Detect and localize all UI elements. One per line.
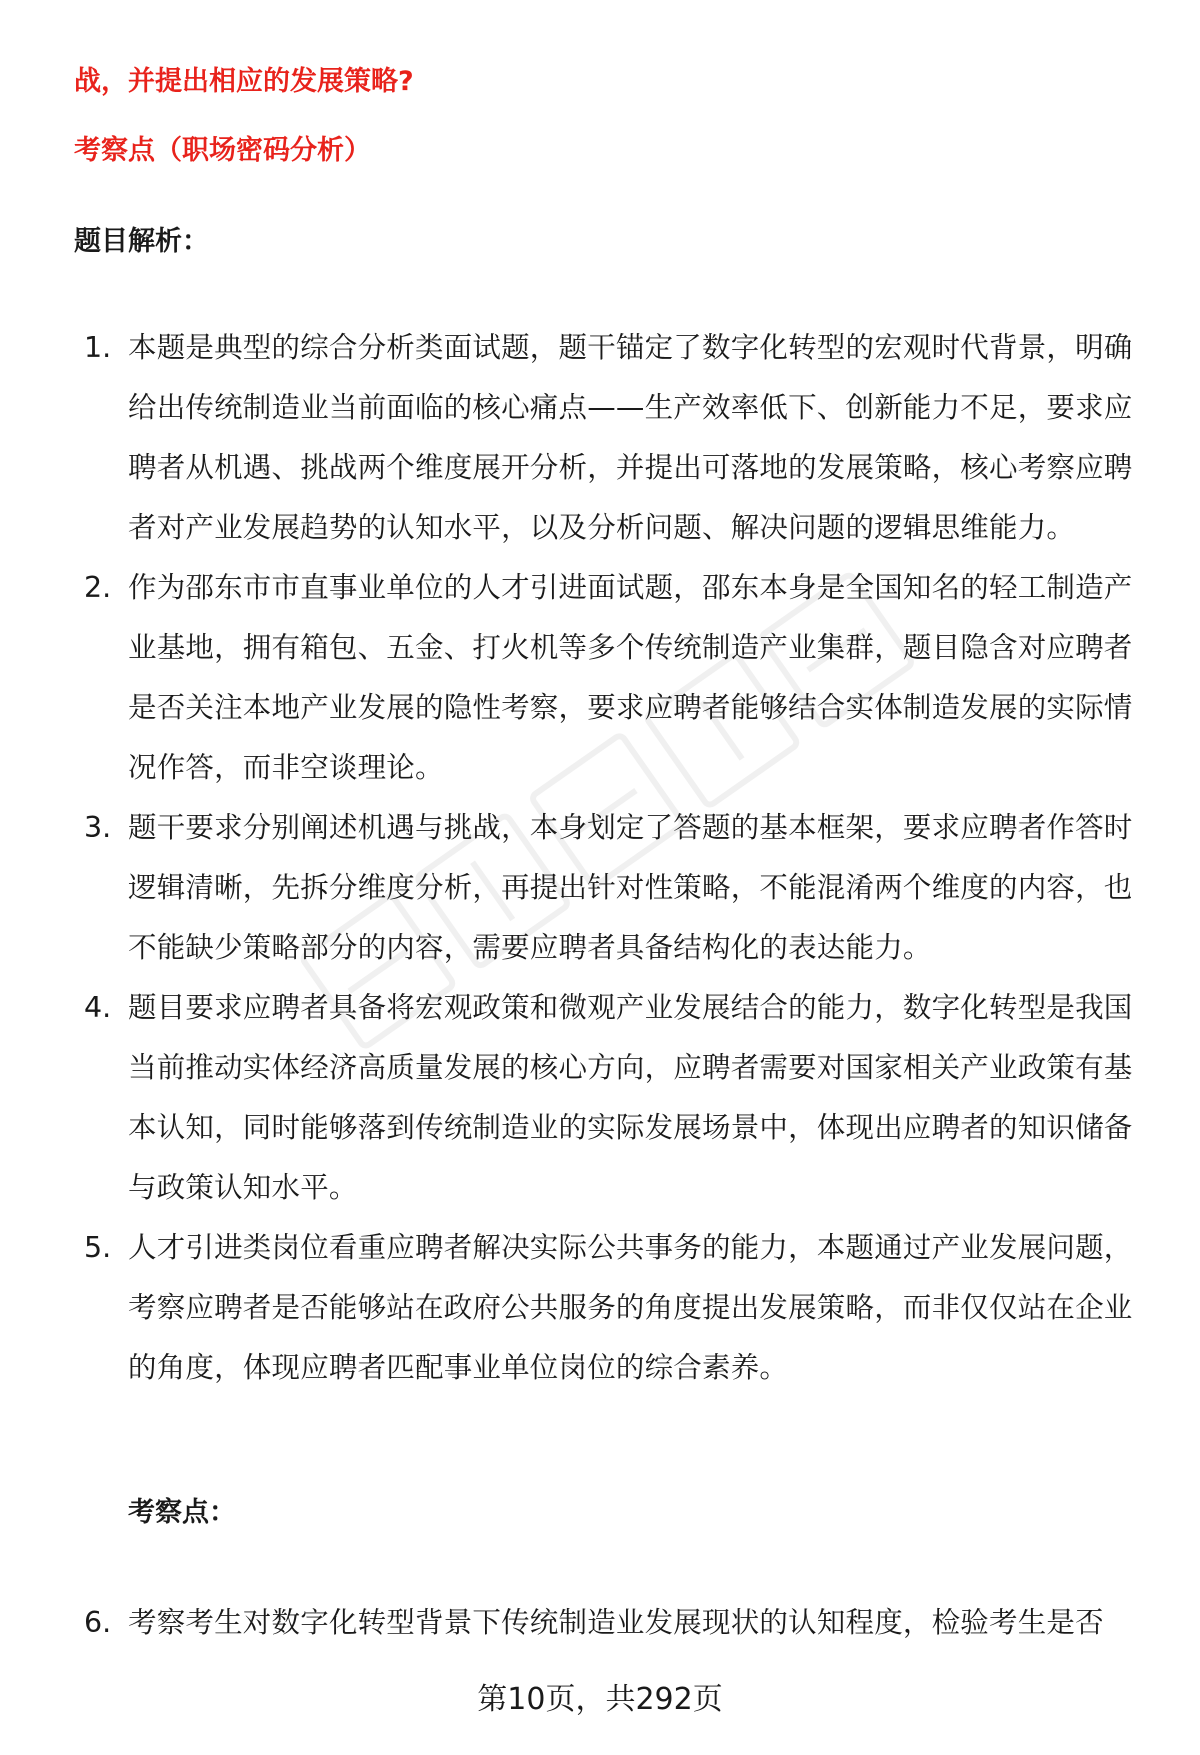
analysis-list (0, 318, 1200, 1398)
question-tail-text: 战，并提出相应的发展策略? (74, 66, 414, 97)
topic-heading: 考察点（职场密码分析） (74, 135, 371, 166)
points-list (0, 1593, 1200, 1653)
analysis-heading: 题目解析： (74, 226, 209, 257)
list-item-text: 题干要求分别阐述机遇与挑战，本身划定了答题的基本框架，要求应聘者作答时逻辑清晰，先拆分维度分析，再提出针对性策略，不能混淆两个维度的内容，也不能缺少策略部分的内容，需要应聘者具备结构化的表达能力。 (128, 811, 1133, 964)
list-item-number: 6. (84, 1606, 112, 1639)
list-item (0, 318, 1200, 558)
points-heading: 考察点： (128, 1497, 236, 1528)
list-item-text: 题目要求应聘者具备将宏观政策和微观产业发展结合的能力，数字化转型是我国当前推动实体经济高质量发展的核心方向，应聘者需要对国家相关产业政策有基本认知，同时能够落到传统制造业的实际发展场景中，体现出应聘者的知识储备与政策认知水平。 (128, 991, 1133, 1204)
list-item-number: 4. (84, 991, 112, 1024)
list-item-number: 1. (84, 331, 112, 364)
page-footer: 第10页，共292页 (477, 1682, 723, 1717)
list-item-text: 考察考生对数字化转型背景下传统制造业发展现状的认知程度，检验考生是否 (128, 1606, 1104, 1639)
list-item-text: 人才引进类岗位看重应聘者解决实际公共事务的能力，本题通过产业发展问题，考察应聘者是否能够站在政府公共服务的角度提出发展策略，而非仅仅站在企业的角度，体现应聘者匹配事业单位岗位的综合素养。 (128, 1231, 1133, 1384)
list-item (0, 978, 1200, 1218)
list-item (0, 1593, 1200, 1653)
list-item-number: 3. (84, 811, 112, 844)
list-item (0, 558, 1200, 798)
list-item-number: 5. (84, 1231, 112, 1264)
list-item-text: 本题是典型的综合分析类面试题，题干锚定了数字化转型的宏观时代背景，明确给出传统制造业当前面临的核心痛点——生产效率低下、创新能力不足，要求应聘者从机遇、挑战两个维度展开分析，并提出可落地的发展策略，核心考察应聘者对产业发展趋势的认知水平，以及分析问题、解决问题的逻辑思维能力。 (128, 331, 1133, 544)
list-item-number: 2. (84, 571, 112, 604)
list-item (0, 1218, 1200, 1398)
list-item-text: 作为邵东市市直事业单位的人才引进面试题，邵东本身是全国知名的轻工制造产业基地，拥有箱包、五金、打火机等多个传统制造产业集群，题目隐含对应聘者是否关注本地产业发展的隐性考察，要求应聘者能够结合实体制造发展的实际情况作答，而非空谈理论。 (128, 571, 1133, 784)
list-item (0, 798, 1200, 978)
